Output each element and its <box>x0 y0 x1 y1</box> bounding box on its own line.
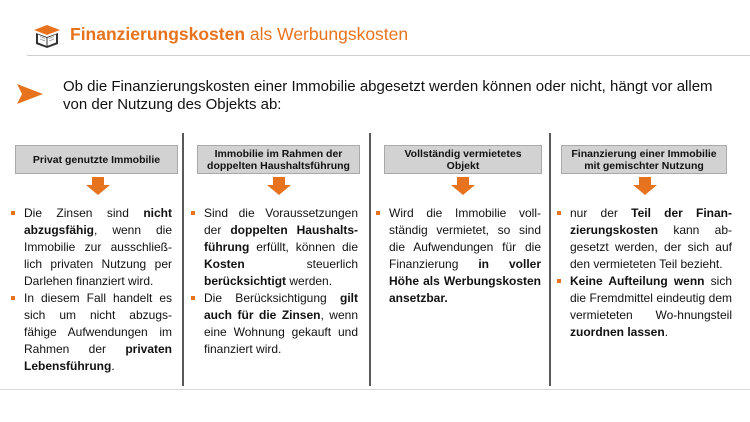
text: , wenn eine Wohnung gekauft und finanziert wird. <box>204 308 358 356</box>
bullet-list <box>10 205 172 375</box>
text: kann ab-gesetzt werden, der sich auf den vermieteten Teil bezieht. <box>570 223 732 271</box>
book-logo-icon <box>32 22 62 48</box>
column-private <box>0 133 182 386</box>
text: Die Zinsen sind <box>24 206 144 220</box>
text: Sind die Voraussetzungen der <box>204 206 358 237</box>
text: , wenn die Immobilie zur ausschließ-lich privaten Nutzung per Darlehen finanziert wird. <box>24 223 172 288</box>
text: werden. <box>286 274 333 288</box>
text: sich die Fremdmittel eindeutig dem vermieteten Wo-hnungsteil <box>570 274 732 322</box>
bullet-list <box>375 205 541 307</box>
bullet-item <box>556 205 732 273</box>
bullet-item <box>190 205 358 290</box>
header-divider <box>27 55 750 56</box>
column-body <box>375 205 541 307</box>
bold-text: in voller Höhe als Werbungskosten ansetzbar. <box>389 257 541 305</box>
text: . <box>664 325 669 339</box>
bullet-item <box>10 290 172 375</box>
intro-text: Ob die Finanzierungskosten einer Immobilie abgesetzt werden können oder nicht, hängt vor allem von der Nutzung des Objekts ab: <box>63 78 713 113</box>
text: . <box>111 359 115 373</box>
column-mixed-use <box>551 133 740 386</box>
page-title: Finanzierungskosten als Werbungskosten <box>70 24 409 44</box>
column-body <box>10 205 172 375</box>
text: Die Berücksichtigung <box>204 291 340 305</box>
text: Wird die Immobilie voll-ständig vermietet, so sind die Aufwendungen für die Finanzierung <box>389 206 541 271</box>
bold-text: berücksichtigt <box>204 274 287 288</box>
column-double-household <box>184 133 369 386</box>
bold-text: privaten Lebensführung <box>24 342 172 373</box>
bullet-item <box>556 273 732 341</box>
bullet-list <box>190 205 358 358</box>
bold-text: gilt auch für die Zinsen <box>204 291 358 322</box>
header <box>0 0 750 58</box>
bullet-list <box>556 205 732 341</box>
down-arrow-icon <box>86 177 110 195</box>
column-header: Immobilie im Rahmen der doppelten Haushaltsführung <box>197 145 360 174</box>
column-body <box>190 205 358 358</box>
bold-text: doppelten Haushalts-führung <box>204 223 358 254</box>
play-arrow-icon <box>17 84 43 104</box>
text: erfüllt, können die <box>249 240 358 254</box>
text: nur der <box>570 206 632 220</box>
bold-text: zuordnen lassen <box>570 325 665 339</box>
column-header: Privat genutzte Immobilie <box>15 145 178 174</box>
footer-divider <box>0 389 750 390</box>
text: In diesem Fall handelt es sich um nicht abzugs-fähige Aufwendungen im Rahmen der <box>24 291 172 356</box>
bold-text: nicht abzugsfähig <box>24 206 172 237</box>
bold-text: Kosten <box>204 257 245 271</box>
bold-text: Teil der Finan-zierungskosten <box>570 206 732 237</box>
column-body <box>556 205 732 341</box>
text: steuerlich <box>244 257 358 271</box>
down-arrow-icon <box>267 177 291 195</box>
column-header: Finanzierung einer Immobilie mit gemischter Nutzung <box>561 145 727 174</box>
down-arrow-icon <box>451 177 475 195</box>
bullet-item <box>375 205 541 307</box>
bold-text: Keine Aufteilung wenn <box>570 274 705 288</box>
bullet-item <box>190 290 358 358</box>
bullet-item <box>10 205 172 290</box>
down-arrow-icon <box>633 177 657 195</box>
column-fully-rented <box>371 133 549 386</box>
column-header: Vollständig vermietetes Objekt <box>384 145 542 174</box>
